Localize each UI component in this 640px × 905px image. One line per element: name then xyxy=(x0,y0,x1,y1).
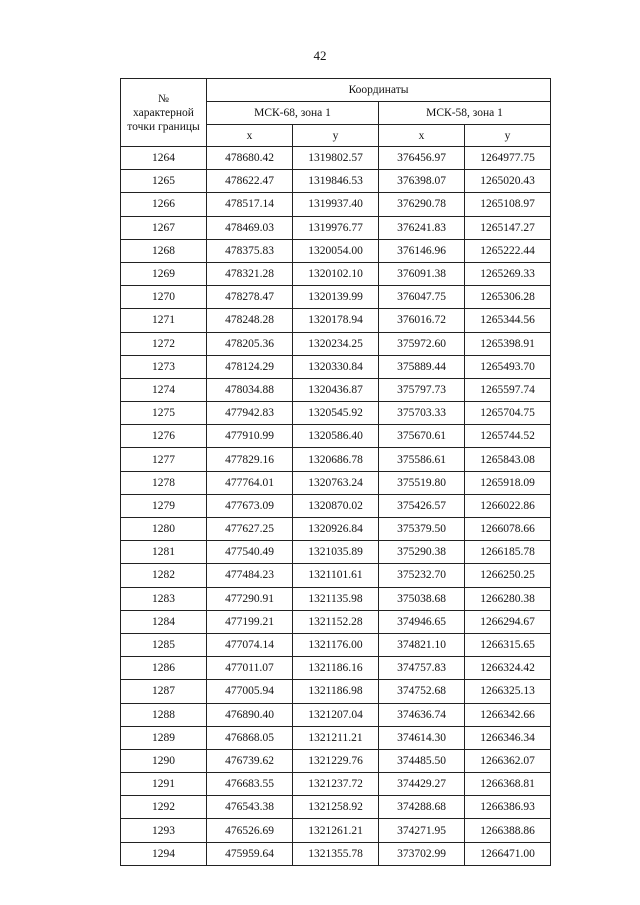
table-row xyxy=(121,842,551,865)
msk68-y-cell: 1321186.16 xyxy=(293,657,379,680)
msk68-y-cell: 1321035.89 xyxy=(293,541,379,564)
point-number-cell: 1283 xyxy=(121,587,207,610)
msk58-y-cell: 1266294.67 xyxy=(465,610,551,633)
msk58-y-cell: 1265269.33 xyxy=(465,262,551,285)
msk58-y-cell: 1266346.34 xyxy=(465,726,551,749)
msk58-x-cell: 376016.72 xyxy=(379,309,465,332)
msk68-y-cell: 1320545.92 xyxy=(293,402,379,425)
msk68-y-cell: 1319846.53 xyxy=(293,170,379,193)
msk58-x-cell: 374485.50 xyxy=(379,749,465,772)
msk68-x-cell: 476739.62 xyxy=(207,749,293,772)
point-number-cell: 1292 xyxy=(121,796,207,819)
table-row xyxy=(121,378,551,401)
msk68-y-cell: 1320139.99 xyxy=(293,286,379,309)
msk58-x-cell: 374757.83 xyxy=(379,657,465,680)
msk68-y-cell: 1321237.72 xyxy=(293,773,379,796)
msk58-y-cell: 1266185.78 xyxy=(465,541,551,564)
msk58-y-cell: 1265108.97 xyxy=(465,193,551,216)
table-row xyxy=(121,587,551,610)
point-number-cell: 1291 xyxy=(121,773,207,796)
msk58-y-cell: 1266471.00 xyxy=(465,842,551,865)
msk58-y-cell: 1265222.44 xyxy=(465,239,551,262)
msk58-x-cell: 375519.80 xyxy=(379,471,465,494)
point-number-cell: 1287 xyxy=(121,680,207,703)
msk58-y-cell: 1265344.56 xyxy=(465,309,551,332)
msk58-y-cell: 1265597.74 xyxy=(465,378,551,401)
msk68-x-cell: 477942.83 xyxy=(207,402,293,425)
msk58-x-cell: 374752.68 xyxy=(379,680,465,703)
table-row xyxy=(121,703,551,726)
msk68-y-cell: 1321207.04 xyxy=(293,703,379,726)
point-number-cell: 1272 xyxy=(121,332,207,355)
msk58-y-cell: 1266078.66 xyxy=(465,518,551,541)
msk68-x-cell: 477673.09 xyxy=(207,494,293,517)
table-row xyxy=(121,819,551,842)
table-row xyxy=(121,216,551,239)
msk68-x-cell: 477764.01 xyxy=(207,471,293,494)
msk68-x-cell: 477290.91 xyxy=(207,587,293,610)
msk58-x-cell: 375670.61 xyxy=(379,425,465,448)
msk68-y-cell: 1320686.78 xyxy=(293,448,379,471)
table-row xyxy=(121,332,551,355)
table-row xyxy=(121,633,551,656)
msk68-x-cell: 477627.25 xyxy=(207,518,293,541)
msk58-x-cell: 374821.10 xyxy=(379,633,465,656)
table-row xyxy=(121,471,551,494)
point-number-cell: 1277 xyxy=(121,448,207,471)
table-row xyxy=(121,680,551,703)
msk58-y-cell: 1266388.86 xyxy=(465,819,551,842)
header-point-label: № характерной точки границы xyxy=(127,92,200,133)
msk58-x-cell: 374636.74 xyxy=(379,703,465,726)
table-row xyxy=(121,355,551,378)
table-body xyxy=(121,147,551,866)
point-number-cell: 1282 xyxy=(121,564,207,587)
point-number-cell: 1276 xyxy=(121,425,207,448)
msk68-y-cell: 1320054.00 xyxy=(293,239,379,262)
msk68-y-cell: 1320102.10 xyxy=(293,262,379,285)
msk58-y-cell: 1266324.42 xyxy=(465,657,551,680)
msk68-y-cell: 1321101.61 xyxy=(293,564,379,587)
point-number-cell: 1265 xyxy=(121,170,207,193)
header-point-number xyxy=(121,79,207,147)
msk68-y-cell: 1320436.87 xyxy=(293,378,379,401)
msk68-y-cell: 1321355.78 xyxy=(293,842,379,865)
header-y-msk68: y xyxy=(293,125,379,147)
table-row xyxy=(121,610,551,633)
msk58-x-cell: 376241.83 xyxy=(379,216,465,239)
header-coordinates: Координаты xyxy=(207,79,551,102)
msk68-x-cell: 478034.88 xyxy=(207,378,293,401)
msk58-x-cell: 375797.73 xyxy=(379,378,465,401)
msk58-y-cell: 1265493.70 xyxy=(465,355,551,378)
msk68-x-cell: 477829.16 xyxy=(207,448,293,471)
msk68-x-cell: 478375.83 xyxy=(207,239,293,262)
msk58-y-cell: 1265843.08 xyxy=(465,448,551,471)
msk68-x-cell: 477074.14 xyxy=(207,633,293,656)
msk58-x-cell: 375889.44 xyxy=(379,355,465,378)
msk68-y-cell: 1320178.94 xyxy=(293,309,379,332)
msk58-y-cell: 1266250.25 xyxy=(465,564,551,587)
msk58-x-cell: 374288.68 xyxy=(379,796,465,819)
point-number-cell: 1281 xyxy=(121,541,207,564)
table-row xyxy=(121,773,551,796)
msk58-x-cell: 375426.57 xyxy=(379,494,465,517)
msk68-x-cell: 476543.38 xyxy=(207,796,293,819)
table-row xyxy=(121,494,551,517)
header-system-msk58: МСК-58, зона 1 xyxy=(379,102,551,125)
msk58-x-cell: 375379.50 xyxy=(379,518,465,541)
msk58-x-cell: 374271.95 xyxy=(379,819,465,842)
msk58-x-cell: 374429.27 xyxy=(379,773,465,796)
point-number-cell: 1275 xyxy=(121,402,207,425)
point-number-cell: 1290 xyxy=(121,749,207,772)
point-number-cell: 1279 xyxy=(121,494,207,517)
point-number-cell: 1274 xyxy=(121,378,207,401)
header-x-msk68: x xyxy=(207,125,293,147)
msk68-y-cell: 1320870.02 xyxy=(293,494,379,517)
msk58-x-cell: 375232.70 xyxy=(379,564,465,587)
msk68-x-cell: 478680.42 xyxy=(207,147,293,170)
msk68-x-cell: 478278.47 xyxy=(207,286,293,309)
header-system-msk68: МСК-68, зона 1 xyxy=(207,102,379,125)
point-number-cell: 1273 xyxy=(121,355,207,378)
point-number-cell: 1268 xyxy=(121,239,207,262)
table-row xyxy=(121,239,551,262)
msk58-y-cell: 1266315.65 xyxy=(465,633,551,656)
msk58-y-cell: 1266386.93 xyxy=(465,796,551,819)
msk68-x-cell: 477484.23 xyxy=(207,564,293,587)
msk68-y-cell: 1320234.25 xyxy=(293,332,379,355)
msk68-x-cell: 477910.99 xyxy=(207,425,293,448)
msk68-y-cell: 1319976.77 xyxy=(293,216,379,239)
msk58-y-cell: 1266325.13 xyxy=(465,680,551,703)
msk68-x-cell: 475959.64 xyxy=(207,842,293,865)
msk58-x-cell: 375038.68 xyxy=(379,587,465,610)
table-row xyxy=(121,726,551,749)
msk58-x-cell: 374946.65 xyxy=(379,610,465,633)
msk58-y-cell: 1265744.52 xyxy=(465,425,551,448)
msk68-x-cell: 478124.29 xyxy=(207,355,293,378)
msk58-y-cell: 1266022.86 xyxy=(465,494,551,517)
msk68-x-cell: 478469.03 xyxy=(207,216,293,239)
msk58-y-cell: 1266368.81 xyxy=(465,773,551,796)
table-row xyxy=(121,262,551,285)
msk68-y-cell: 1320586.40 xyxy=(293,425,379,448)
point-number-cell: 1266 xyxy=(121,193,207,216)
msk68-y-cell: 1321152.28 xyxy=(293,610,379,633)
msk68-x-cell: 477011.07 xyxy=(207,657,293,680)
msk68-x-cell: 476526.69 xyxy=(207,819,293,842)
point-number-cell: 1264 xyxy=(121,147,207,170)
msk58-x-cell: 376047.75 xyxy=(379,286,465,309)
table-row xyxy=(121,309,551,332)
msk68-x-cell: 477540.49 xyxy=(207,541,293,564)
msk58-y-cell: 1266342.66 xyxy=(465,703,551,726)
msk68-x-cell: 476683.55 xyxy=(207,773,293,796)
msk58-x-cell: 376398.07 xyxy=(379,170,465,193)
msk58-x-cell: 376456.97 xyxy=(379,147,465,170)
point-number-cell: 1294 xyxy=(121,842,207,865)
msk58-y-cell: 1265398.91 xyxy=(465,332,551,355)
table-row xyxy=(121,147,551,170)
msk58-x-cell: 376290.78 xyxy=(379,193,465,216)
msk68-y-cell: 1320763.24 xyxy=(293,471,379,494)
point-number-cell: 1271 xyxy=(121,309,207,332)
msk58-x-cell: 373702.99 xyxy=(379,842,465,865)
msk68-x-cell: 477199.21 xyxy=(207,610,293,633)
msk68-y-cell: 1320330.84 xyxy=(293,355,379,378)
header-y-msk58: y xyxy=(465,125,551,147)
point-number-cell: 1280 xyxy=(121,518,207,541)
msk68-x-cell: 476890.40 xyxy=(207,703,293,726)
table-row xyxy=(121,170,551,193)
msk68-y-cell: 1321211.21 xyxy=(293,726,379,749)
msk68-x-cell: 477005.94 xyxy=(207,680,293,703)
msk68-y-cell: 1321176.00 xyxy=(293,633,379,656)
msk68-y-cell: 1321229.76 xyxy=(293,749,379,772)
msk58-y-cell: 1265918.09 xyxy=(465,471,551,494)
table-row xyxy=(121,564,551,587)
point-number-cell: 1270 xyxy=(121,286,207,309)
msk58-x-cell: 376146.96 xyxy=(379,239,465,262)
msk68-x-cell: 478622.47 xyxy=(207,170,293,193)
msk68-x-cell: 478321.28 xyxy=(207,262,293,285)
table-row xyxy=(121,749,551,772)
table-row xyxy=(121,796,551,819)
msk68-y-cell: 1319937.40 xyxy=(293,193,379,216)
msk68-y-cell: 1321135.98 xyxy=(293,587,379,610)
point-number-cell: 1285 xyxy=(121,633,207,656)
coordinates-table xyxy=(120,78,551,866)
msk58-x-cell: 375290.38 xyxy=(379,541,465,564)
point-number-cell: 1286 xyxy=(121,657,207,680)
msk58-x-cell: 375972.60 xyxy=(379,332,465,355)
msk58-y-cell: 1265147.27 xyxy=(465,216,551,239)
msk58-y-cell: 1265704.75 xyxy=(465,402,551,425)
msk58-x-cell: 376091.38 xyxy=(379,262,465,285)
header-x-msk58: x xyxy=(379,125,465,147)
table-row xyxy=(121,448,551,471)
msk58-x-cell: 375586.61 xyxy=(379,448,465,471)
msk68-y-cell: 1321186.98 xyxy=(293,680,379,703)
table-row xyxy=(121,541,551,564)
table-row xyxy=(121,518,551,541)
msk58-y-cell: 1264977.75 xyxy=(465,147,551,170)
point-number-cell: 1288 xyxy=(121,703,207,726)
table-row xyxy=(121,286,551,309)
msk58-x-cell: 374614.30 xyxy=(379,726,465,749)
point-number-cell: 1269 xyxy=(121,262,207,285)
msk68-x-cell: 476868.05 xyxy=(207,726,293,749)
table-row xyxy=(121,657,551,680)
msk68-y-cell: 1319802.57 xyxy=(293,147,379,170)
msk68-x-cell: 478517.14 xyxy=(207,193,293,216)
msk58-x-cell: 375703.33 xyxy=(379,402,465,425)
point-number-cell: 1278 xyxy=(121,471,207,494)
msk58-y-cell: 1266362.07 xyxy=(465,749,551,772)
point-number-cell: 1267 xyxy=(121,216,207,239)
msk58-y-cell: 1265020.43 xyxy=(465,170,551,193)
msk58-y-cell: 1266280.38 xyxy=(465,587,551,610)
msk68-y-cell: 1321261.21 xyxy=(293,819,379,842)
table-header xyxy=(121,79,551,147)
msk68-y-cell: 1320926.84 xyxy=(293,518,379,541)
table-row xyxy=(121,193,551,216)
point-number-cell: 1284 xyxy=(121,610,207,633)
msk58-y-cell: 1265306.28 xyxy=(465,286,551,309)
msk68-y-cell: 1321258.92 xyxy=(293,796,379,819)
page-number: 42 xyxy=(313,48,327,63)
msk68-x-cell: 478248.28 xyxy=(207,309,293,332)
table-row xyxy=(121,402,551,425)
point-number-cell: 1293 xyxy=(121,819,207,842)
point-number-cell: 1289 xyxy=(121,726,207,749)
msk68-x-cell: 478205.36 xyxy=(207,332,293,355)
table-row xyxy=(121,425,551,448)
